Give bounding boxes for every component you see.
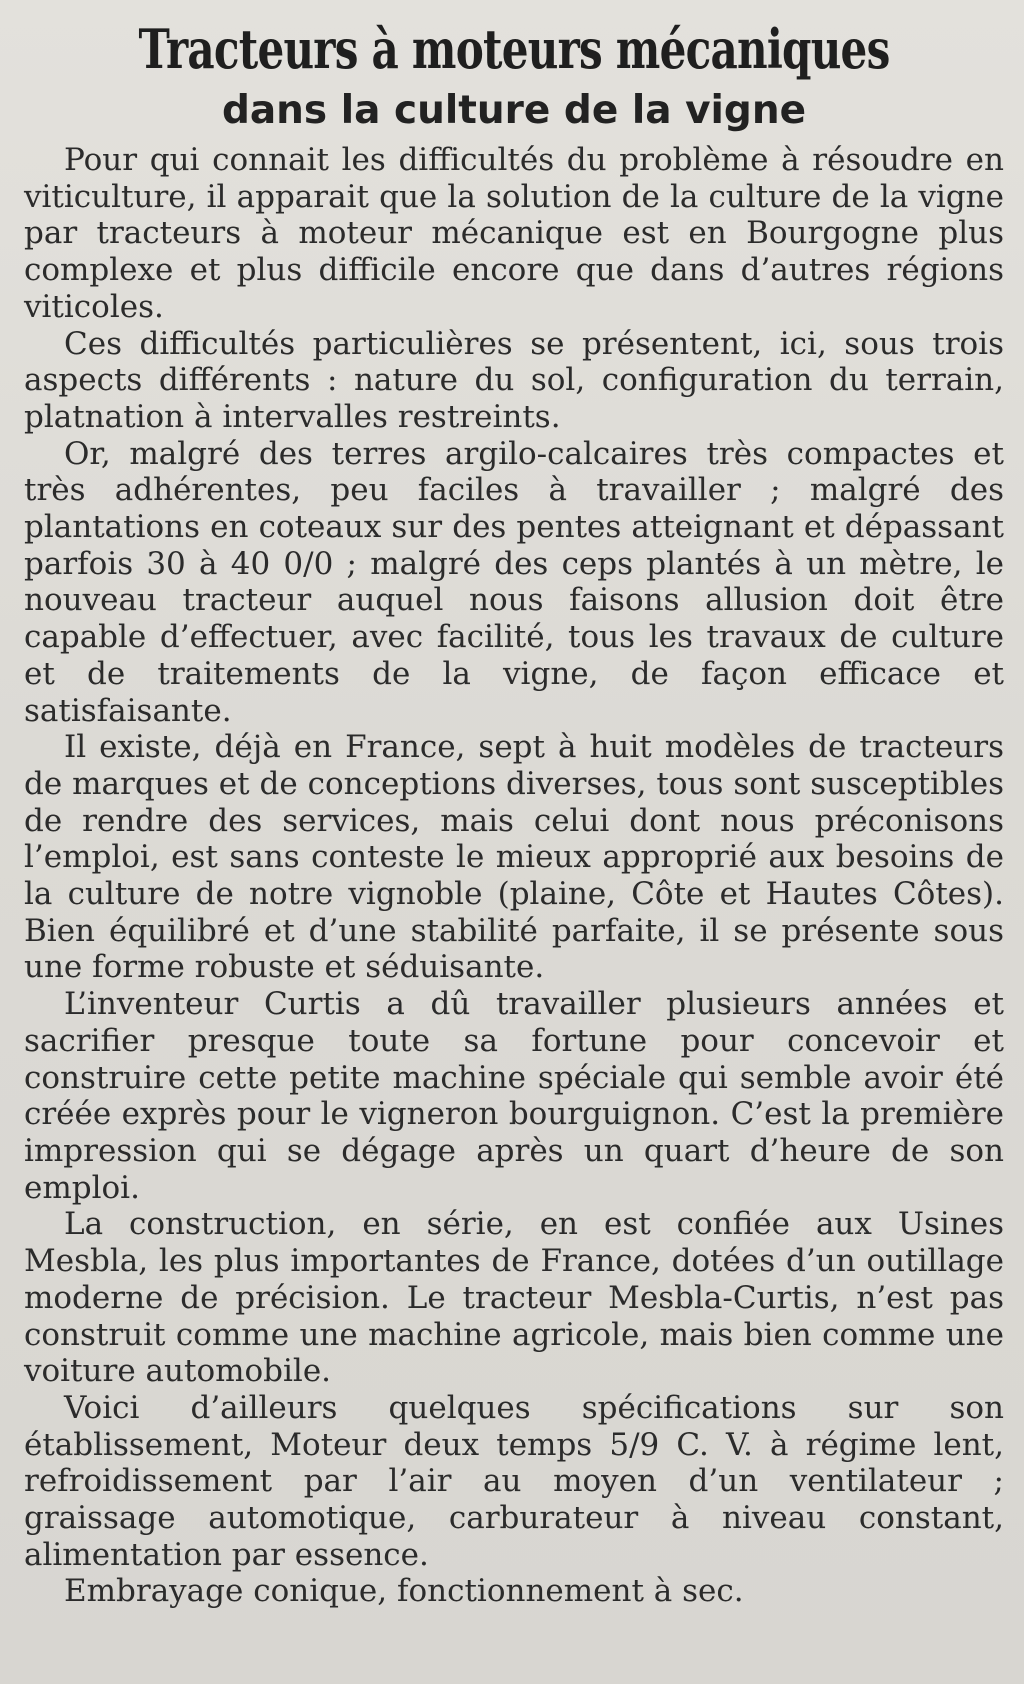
article-body [24, 142, 1004, 1610]
paragraph: Embrayage conique, fonctionnement à sec. [64, 1573, 744, 1610]
paragraph: L’inventeur Curtis a dû travailler plusieurs années et sacrifier presque toute sa fortune pour concevoir et construire cette petite machine spéciale qui semble avoir été créée exprès pour le vigneron bourguignon. C’est la première impression qui se dégage après un quart d’heure de son emploi. [24, 986, 1004, 1206]
article-subtitle: dans la culture de la vigne [221, 88, 807, 133]
paragraph: Pour qui connait les difficultés du problème à résoudre en viticulture, il apparait que la solution de la culture de la vigne par tracteurs à moteur mécanique est en Bourgogne plus complexe et plus difficile encore que dans d’autres régions viticoles. [24, 142, 1004, 325]
article-title: Tracteurs à moteurs mécaniques [138, 17, 890, 81]
paragraph: Voici d’ailleurs quelques spécifications sur son établissement, Moteur deux temps 5/9 C. V. à régime lent, refroidissement par l’air au moyen d’un ventilateur ; graissage automotique, carburateur à niveau constant, alimentation par essence. [24, 1389, 1004, 1573]
paragraph: Il existe, déjà en France, sept à huit modèles de tracteurs de marques et de conceptions diverses, tous sont susceptibles de rendre des services, mais celui dont nous préconisons l’emploi, est sans conteste le mieux approprié aux besoins de la culture de notre vignoble (plaine, Côte et Hautes Côtes). Bien équilibré et d’une stabilité parfaite, il se présente sous une forme robuste et séduisante. [24, 729, 1004, 986]
paragraph: Ces difficultés particulières se présentent, ici, sous trois aspects différents : nature du sol, configuration du terrain, platnation à intervalles restreints. [24, 325, 1004, 435]
paragraph: La construction, en série, en est confiée aux Usines Mesbla, les plus importantes de France, dotées d’un outillage moderne de précision. Le tracteur Mesbla-Curtis, n’est pas construit comme une machine agricole, mais bien comme une voiture automobile. [24, 1206, 1004, 1390]
paragraph: Or, malgré des terres argilo-calcaires très compactes et très adhérentes, peu faciles à travailler ; malgré des plantations en coteaux sur des pentes atteignant et dépassant parfois 30 à 40 0/0 ; malgré des ceps plantés à un mètre, le nouveau tracteur auquel nous faisons allusion doit être capable d’effectuer, avec facilité, tous les travaux de culture et de traitements de la vigne, de façon efficace et satisfaisante. [24, 435, 1004, 729]
